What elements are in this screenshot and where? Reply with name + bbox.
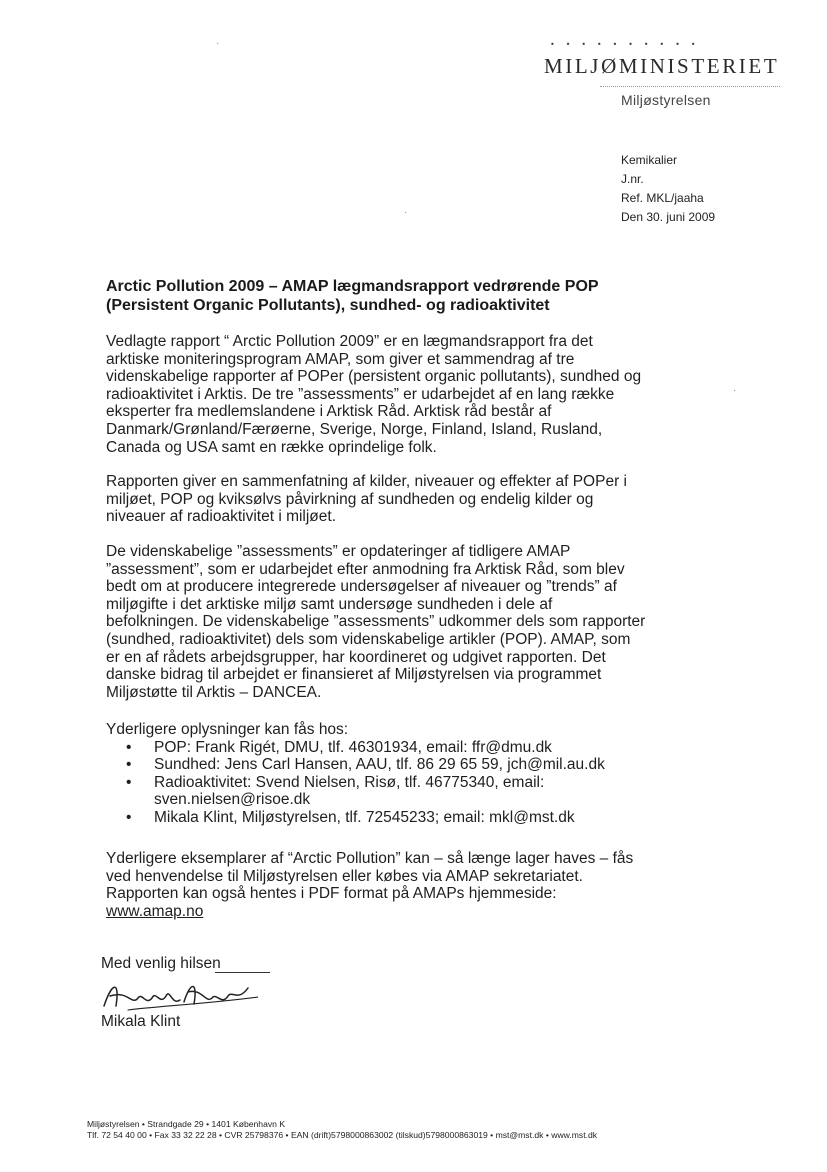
contact-pop: • POP: Frank Rigét, DMU, tlf. 46301934, email: ffr@dmu.dk — [154, 739, 646, 757]
contact-radioactivity: • Radioaktivitet: Svend Nielsen, Risø, tlf. 46775340, email: sven.nielsen@risoe.dk — [154, 774, 646, 809]
reference-label: Ref. MKL/jaaha — [621, 191, 704, 205]
contacts-list — [106, 739, 646, 827]
ministry-name: MILJØMINISTERIET — [544, 54, 780, 78]
letterhead-divider — [600, 86, 780, 87]
copies-text: Yderligere eksemplarer af “Arctic Pollution” kan – så længe lager haves – fås ved henvendelse til Miljøstyrelsen eller købes via AMAP sekretariatet. Rapporten kan også hentes i PDF format på AMAPs hjemmeside: — [106, 850, 634, 903]
contact-agency: • Mikala Klint, Miljøstyrelsen, tlf. 72545233; email: mkl@mst.dk — [154, 809, 646, 827]
scan-speck: · — [733, 385, 737, 396]
footer-address: Miljøstyrelsen • Strandgade 29 • 1401 København K — [87, 1119, 286, 1129]
department-label: Kemikalier — [621, 153, 678, 167]
scan-speck: · — [216, 38, 220, 49]
handwritten-signature — [98, 976, 258, 1016]
letter-subject: Arctic Pollution 2009 – AMAP lægmandsrapport vedrørende POP (Persistent Organic Pollutants), sundhed- og radioaktivitet — [106, 278, 599, 314]
contact-health: • Sundhed: Jens Carl Hansen, AAU, tlf. 86 29 65 59, jch@mil.au.dk — [154, 756, 646, 774]
contacts-section — [106, 721, 646, 827]
reference-block — [621, 151, 715, 227]
signer-name: Mikala Klint — [101, 1013, 181, 1030]
paragraph-assessments: De videnskabelige ”assessments” er opdateringer af tidligere AMAP ”assessment”, som er udarbejdet efter anmodning fra Arktisk Råd, som blev bedt om at producere integrerede undersøgelser af niveauer og ”trends” af miljøgifte i det arktiske miljø samt undersøge sundheden i dele af befolkningen. De videnskabelige ”assessments” udkommer dels som rapporter (sundhed, radioaktivitet) dels som videnskabelige artikler (POP). AMAP, som er en af rådets arbejdsgrupper, har koordineret og udgivet rapporten. Det danske bidrag til arbejdet er finansieret af Miljøstyrelsen via programmet Miljøstøtte til Arktis – DANCEA. — [106, 543, 646, 701]
paragraph-summary: Rapporten giver en sammenfatning af kilder, niveauer og effekter af POPer i miljøet, POP og kviksølvs påvirkning af sundheden og endelig kilder og niveauer af radioaktivitet i miljøet. — [106, 473, 627, 526]
paragraph-intro: Vedlagte rapport “ Arctic Pollution 2009” er en lægmandsrapport fra det arktiske moniteringsprogram AMAP, som giver et sammendrag af tre videnskabelige rapporter af POPer (persistent organic pollutants), sundhed og radioaktivitet i Arktis. De tre ”assessments” er udarbejdet af en lang række eksperter fra medlemslandene i Arktisk Råd. Arktisk råd består af Danmark/Grønland/Færøerne, Sverige, Norge, Finland, Island, Rusland, Canada og USA samt en række oprindelige folk. — [106, 333, 642, 456]
scan-speck: · — [404, 207, 408, 218]
contacts-intro: Yderligere oplysninger kan fås hos: — [106, 721, 349, 738]
agency-name: Miljøstyrelsen — [621, 92, 711, 108]
signature-line — [215, 972, 270, 973]
letter-date: Den 30. juni 2009 — [621, 210, 716, 224]
closing-greeting: Med venlig hilsen — [101, 955, 221, 972]
journal-number: J.nr. — [621, 172, 644, 186]
letterhead-crest-dots: • • • • • • • • • • — [550, 40, 699, 49]
paragraph-copies — [106, 850, 646, 920]
letter-footer — [87, 1119, 597, 1141]
footer-contact-details: Tlf. 72 54 40 00 • Fax 33 32 22 28 • CVR 25798376 • EAN (drift)5798000863002 (tilskud)5798000863019 • mst@mst.dk • www.mst.dk — [87, 1130, 598, 1140]
amap-website-link[interactable]: www.amap.no — [106, 902, 204, 920]
